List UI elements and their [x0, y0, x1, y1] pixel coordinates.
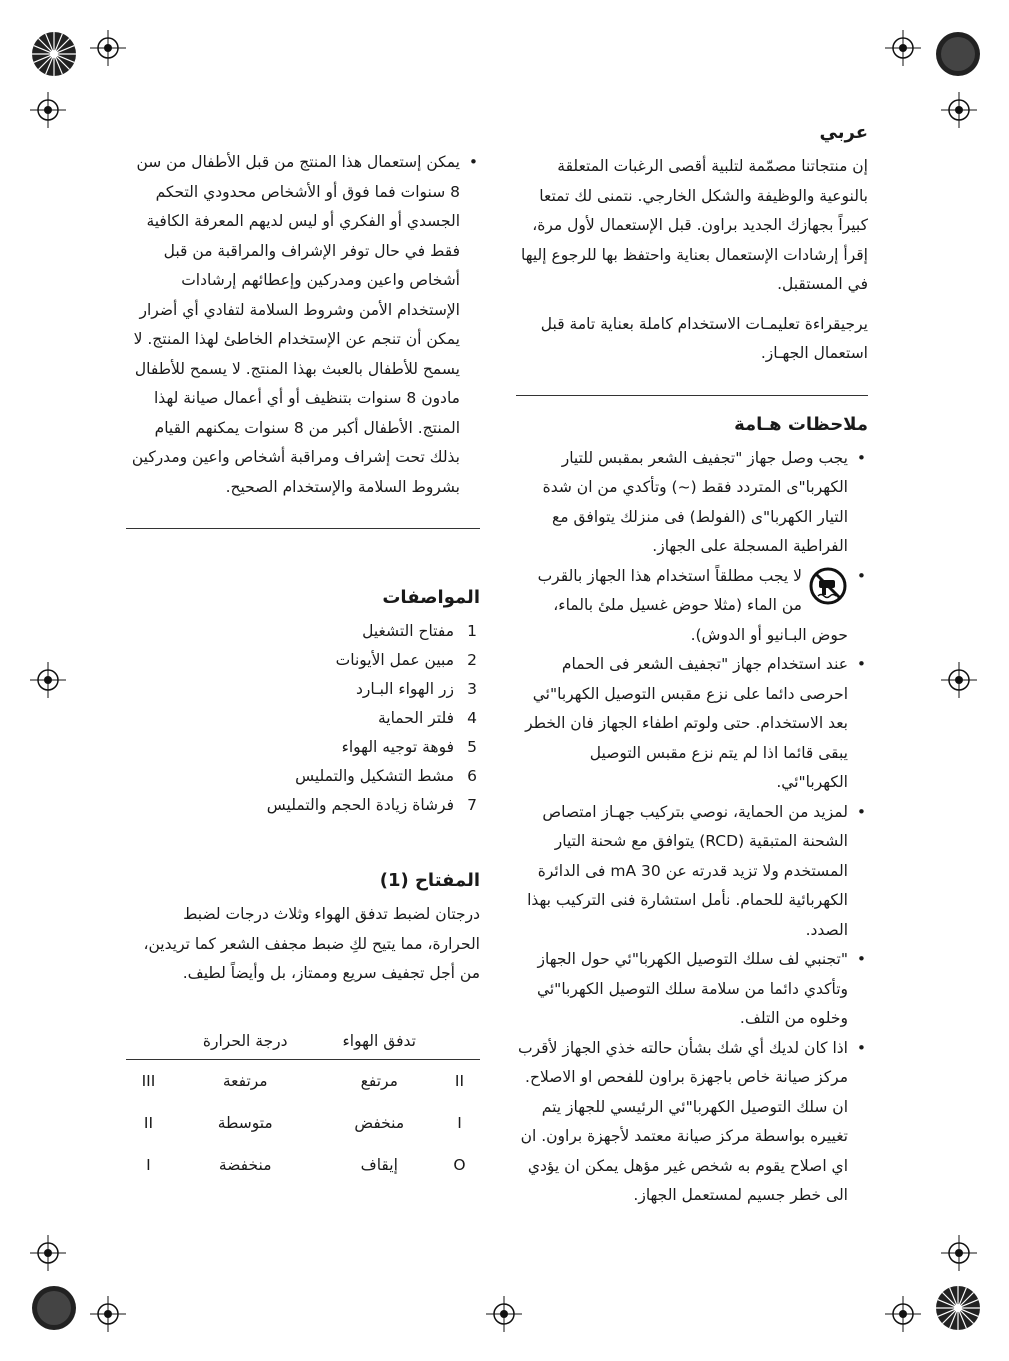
switch-heading: المفتاح (1)	[379, 870, 480, 891]
temperature-value: منخفضة	[218, 1155, 272, 1174]
table-header-row	[126, 1023, 480, 1060]
table-row	[126, 1102, 480, 1144]
registration-crosshair-icon	[885, 30, 921, 66]
list-item	[516, 562, 868, 651]
list-item: • اذا كان لديك أي شك بشأن حالته خذي الجهاز لأقرب مركز صيانة خاص باجهزة براون للفحص او الاصلاح. ان سلك التوصيل الكهربا"ئي الرئيسي للجهاز يتم تغييره بواسطة مركز صيانة معتمد لأجهزة براون. ان اي اصلاح يقوم به شخص غير مؤهل يمكن ان يؤدي الى خطر جسيم لمستعمل الجهاز.	[516, 1034, 868, 1211]
spec-number: 6	[467, 767, 477, 785]
temperature-level: II	[143, 1113, 154, 1132]
temperature-level: I	[146, 1155, 151, 1174]
children-safety-note: • يمكن إستعمال هذا المنتج من قبل الأطفال من سن 8 سنوات فما فوق أو الأشخاص محدودي التحكم الجسدي أو الفكري أو ليس لديهم المعرفة الكافية فقط في حال توفر الإشراف والمراقبة من قبل أشخاص واعين ومدركين وإعطائهم إرشادات الإستخدام الأمن وشروط السلامة لتفادي أي أضرار يمكن أن تنجم عن الإستخدام الخاطئ لهذا المنتج. لا يسمح للأطفال بالعبث بهذا المنتج. لا يسمح للأطفال مادون 8 سنوات بتنظيف أو أي أعمال صيانة لهذا المنتج. الأطفال أكبر من 8 سنوات يمكنهم القيام بذلك تحت إشراف ومراقبة أشخاص واعين ومدركين بشروط السلامة والإستخدام الصحيح.	[126, 148, 480, 502]
spec-label: مشط التشكيل والتمليس	[295, 767, 454, 785]
spec-label: فوهة توجيه الهواء	[341, 738, 454, 756]
no-hairdryer-near-water-icon	[808, 566, 848, 606]
left-column	[126, 148, 480, 1186]
registration-crosshair-icon	[30, 662, 66, 698]
notes-heading: ملاحظات هـامة	[734, 413, 868, 435]
children-note-list	[126, 148, 480, 502]
temperature-column-header: درجة الحرارة	[171, 1023, 320, 1060]
switch-description: درجتان لضبط تدفق الهواء وثلاث درجات لضبط الحرارة، مما يتيح لكِ ضبط مجفف الشعر كما تريدين، من أجل تجفيف سريع وممتاز، بل وأيضاً لطيف.	[143, 905, 480, 982]
registration-crosshair-icon	[885, 1296, 921, 1332]
registration-crosshair-icon	[30, 1235, 66, 1271]
registration-crosshair-icon	[941, 662, 977, 698]
list-item	[126, 646, 480, 675]
print-color-wheel-icon	[30, 1284, 78, 1332]
list-item: • "تجنبي لف سلك التوصيل الكهربا"ئي حول الجهاز وتأكدي دائما من سلامة سلك التوصيل الكهربا"ئي وخلوه من التلف.	[516, 945, 868, 1034]
spec-number: 4	[467, 709, 477, 727]
airflow-symbol: II	[454, 1071, 465, 1090]
temperature-value: مرتفعة	[222, 1071, 268, 1090]
read-instructions-paragraph: يرجيقراءة تعليمـات الاستخدام كاملة بعناية تامة قبل استعمال الجهـاز.	[540, 314, 868, 362]
list-item	[126, 617, 480, 646]
intro-paragraph: إن منتجاتنا مصمّمة لتلبية أقصى الرغبات المتعلقة بالنوعية والوظيفة والشكل الخارجي. نتمنى لك تمتعا كبيراً بجهازك الجديد براون. قبل الإستعمال لأول مرة، إقرأ إرشادات الإستعمال بعناية واحتفظ بها للرجوع إليها في المستقبل.	[520, 157, 868, 293]
table-row	[126, 1059, 480, 1102]
airflow-column-header: تدفق الهواء	[320, 1023, 439, 1060]
registration-crosshair-icon	[30, 92, 66, 128]
airflow-value: إيقاف	[360, 1155, 398, 1174]
temperature-value: متوسطة	[217, 1113, 273, 1132]
spec-label: فرشاة زيادة الحجم والتمليس	[266, 796, 454, 814]
airflow-value: مرتفع	[360, 1071, 398, 1090]
spec-label: زر الهواء البـارد	[356, 680, 454, 698]
list-item: • عند استخدام جهاز "تجفيف الشعر فى الحمام احرصى دائما على نزع مقبس التوصيل الكهربا"ئي بعد الاستخدام. حتى ولوتم اطفاء الجهاز فان الخطر يبقى قائما اذا لم يتم نزع مقبس التوصيل الكهربا"ئي.	[516, 650, 868, 798]
spec-number: 7	[467, 796, 477, 814]
airflow-value: منخفض	[354, 1113, 405, 1132]
registration-crosshair-icon	[941, 92, 977, 128]
registration-crosshair-icon	[941, 1235, 977, 1271]
right-column	[516, 120, 868, 1211]
list-item	[126, 704, 480, 733]
list-item	[126, 762, 480, 791]
spec-label: فلتر الحماية	[377, 709, 454, 727]
table-row	[126, 1144, 480, 1186]
list-item	[126, 733, 480, 762]
registration-crosshair-icon	[90, 1296, 126, 1332]
airflow-symbol: O	[453, 1155, 466, 1174]
list-item	[126, 791, 480, 820]
temperature-level: III	[141, 1071, 156, 1090]
print-color-wheel-icon	[934, 1284, 982, 1332]
list-item: • لمزيد من الحماية، نوصي بتركيب جهـاز امتصاص الشحنة المتبقية (RCD) يتوافق مع شحنة التيار المستخدم ولا تزيد قدرته عن 30 mA فى الدائرة الكهربائية للحمام. نأمل استشارة فنى التركيب بهذا الصدد.	[516, 798, 868, 946]
spec-label: مفتاح التشغيل	[362, 622, 454, 640]
important-notes-list	[516, 444, 868, 1211]
print-color-wheel-icon	[934, 30, 982, 78]
spec-number: 1	[467, 622, 477, 640]
spec-number: 3	[467, 680, 477, 698]
spec-label: مبين عمل الأيونات	[335, 651, 454, 669]
registration-crosshair-icon	[486, 1296, 522, 1332]
water-warning-text: لا يجب مطلقاً استخدام هذا الجهاز بالقرب من الماء (مثلا حوض غسيل ملئ بالماء، حوض البـانيو أو الدوش).	[537, 566, 848, 644]
specs-list	[126, 617, 480, 820]
specs-heading: المواصفات	[382, 587, 480, 608]
list-item: • يجب وصل جهاز "تجفيف الشعر بمقبس للتيار الكهربا"ى المتردد فقط (~) وتأكدي من ان شدة التيار الكهربا"ى (الفولط) فى منزلك يتوافق مع الفراطية المسجلة على الجهاز.	[516, 444, 868, 562]
airflow-temperature-table	[126, 1023, 480, 1186]
airflow-symbol: I	[457, 1113, 462, 1132]
list-item	[126, 675, 480, 704]
language-heading: عربي	[819, 122, 868, 143]
registration-crosshair-icon	[90, 30, 126, 66]
print-color-wheel-icon	[30, 30, 78, 78]
spec-number: 2	[467, 651, 477, 669]
spec-number: 5	[467, 738, 477, 756]
